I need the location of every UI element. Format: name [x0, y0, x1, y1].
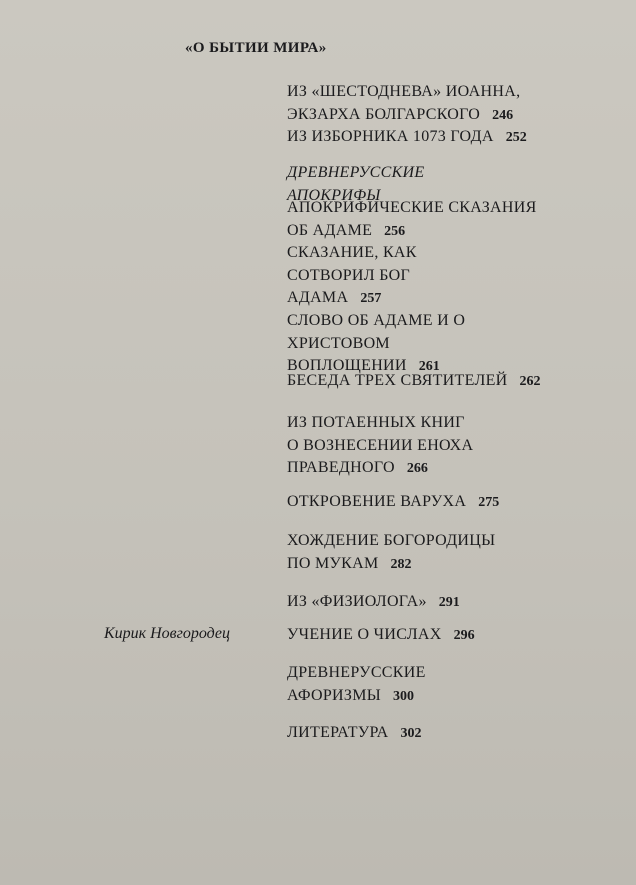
- page-number: 266: [406, 461, 428, 476]
- page-number: 262: [519, 374, 541, 389]
- toc-entry-line: АФОРИЗМЫ: [287, 686, 381, 704]
- toc-entry-slovo-ob-adame: [287, 265, 465, 379]
- toc-entry-line: УЧЕНИЕ О ЧИСЛАХ: [287, 626, 442, 643]
- toc-entry-line: АПОКРИФИЧЕСКИЕ СКАЗАНИЯ: [287, 199, 537, 216]
- toc-entry-line: ХОЖДЕНИЕ БОГОРОДИЦЫ: [287, 532, 496, 549]
- toc-entry-skazaniya-ob-adame: [287, 197, 537, 243]
- page-number: 282: [390, 556, 412, 572]
- toc-entry-aforizmy: [287, 662, 426, 708]
- toc-entry-khozhdenie: [287, 530, 495, 576]
- toc-entry-line: ИЗ «ФИЗИОЛОГА»: [287, 593, 427, 610]
- toc-entry-line: ЭКЗАРХА БОЛГАРСКОГО: [287, 105, 481, 123]
- page-number: 246: [492, 107, 514, 123]
- toc-entry-line: ПРАВЕДНОГО: [287, 459, 395, 476]
- page-number: 296: [453, 628, 475, 643]
- toc-entry-line: ОТКРОВЕНИЕ ВАРУХА: [287, 493, 467, 510]
- toc-entry-enokh: [287, 412, 473, 481]
- toc-entry-line: ИЗ ПОТАЕННЫХ КНИГ: [287, 414, 465, 431]
- toc-entry-shestodnev: [287, 81, 520, 127]
- page-number: 291: [438, 595, 460, 610]
- toc-heading-line: АПОКРИФЫ: [287, 186, 381, 204]
- page-number: 275: [478, 495, 500, 510]
- section-title: «О БЫТИИ МИРА»: [185, 40, 327, 56]
- toc-entry-fiziolog: [287, 591, 460, 615]
- toc-entry-line: ОБ АДАМЕ: [287, 221, 373, 239]
- page-number: 302: [400, 726, 422, 741]
- toc-entry-line: ЛИТЕРАТУРА: [287, 724, 389, 741]
- toc-entry-line: О ВОЗНЕСЕНИИ ЕНОХА: [287, 436, 474, 454]
- page-number: 257: [360, 291, 382, 306]
- author-name: Кирик Новгородец: [104, 625, 231, 642]
- toc-entry-line: ПО МУКАМ: [287, 554, 379, 572]
- toc-entry-beseda: [287, 370, 541, 394]
- page-number: 261: [418, 359, 440, 374]
- page-number: 252: [505, 130, 527, 145]
- toc-entry-line: ИЗ ИЗБОРНИКА 1073 ГОДА: [287, 128, 494, 145]
- toc-entry-varukh: [287, 491, 499, 515]
- page-number: 300: [393, 688, 414, 704]
- toc-entry-line: СЛОВО ОБ АДАМЕ И О: [287, 312, 466, 329]
- page-number: 256: [384, 223, 406, 239]
- toc-entry-literatura: [287, 722, 421, 746]
- toc-entry-line: ИЗ «ШЕСТОДНЕВА» ИОАННА,: [287, 83, 521, 100]
- toc-entry-line: ХРИСТОВОМ: [287, 334, 390, 352]
- toc-entry-uchenie: [287, 624, 475, 648]
- toc-entry-izbornik: [287, 126, 527, 150]
- toc-entry-line: АДАМА: [287, 289, 349, 306]
- toc-entry-line: СКАЗАНИЕ, КАК: [287, 244, 417, 261]
- toc-entry-line: ДРЕВНЕРУССКИЕ: [287, 664, 426, 681]
- toc-entry-line: БЕСЕДА ТРЕХ СВЯТИТЕЛЕЙ: [287, 372, 508, 389]
- toc-entry-line: ВОПЛОЩЕНИИ: [287, 357, 407, 374]
- toc-heading-line: ДРЕВНЕРУССКИЕ: [287, 164, 425, 181]
- toc-entry-line: СОТВОРИЛ БОГ: [287, 266, 411, 284]
